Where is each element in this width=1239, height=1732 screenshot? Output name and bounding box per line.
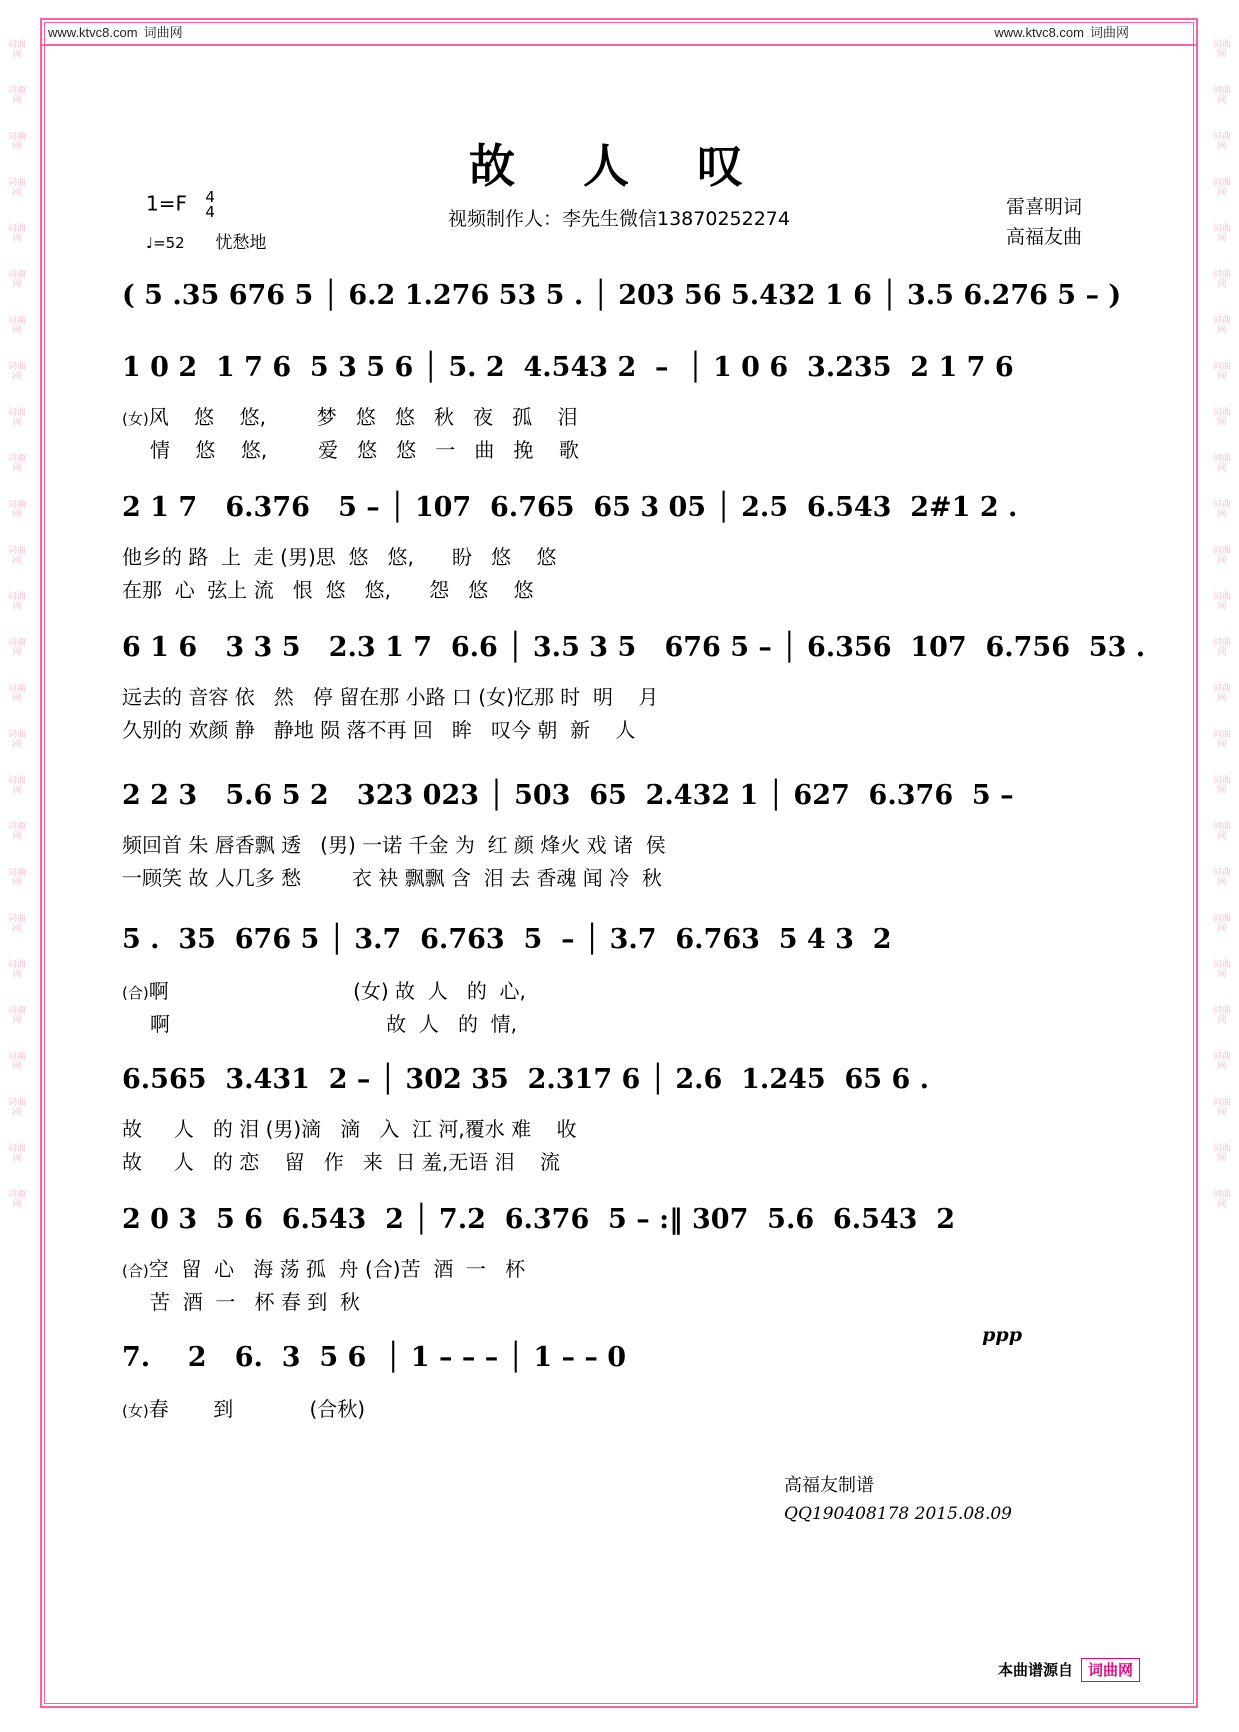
watermark-text: 词曲网 bbox=[7, 500, 26, 520]
video-producer-note: 视频制作人：李先生微信13870252274 bbox=[448, 208, 790, 230]
notation-line: 7. 2 6. 3 5 6 │ 1 – – – │ 1 – – 0 bbox=[122, 1342, 627, 1373]
watermark-text: 词曲网 bbox=[1212, 1052, 1231, 1072]
music-system-6 bbox=[122, 1064, 1022, 1175]
watermark-text: 词曲网 bbox=[1212, 316, 1231, 336]
watermark-text: 词曲网 bbox=[1212, 86, 1231, 106]
watermark-text: 词曲网 bbox=[7, 592, 26, 612]
watermark-strip-right bbox=[1205, 0, 1239, 1732]
tempo-marking bbox=[146, 228, 267, 253]
watermark-strip-left bbox=[0, 0, 34, 1732]
key-text: 1=F bbox=[146, 191, 187, 216]
notation-line: 6 1 6 3 3 5 2.3 1 7 6.6 │ 3.5 3 5 676 5 – │ 6.356 107 6.756 53 . bbox=[122, 632, 1146, 663]
watermark-text: 词曲网 bbox=[7, 224, 26, 244]
watermark-text: 词曲网 bbox=[1212, 500, 1231, 520]
watermark-text: 词曲网 bbox=[7, 914, 26, 934]
watermark-text: 词曲网 bbox=[7, 684, 26, 704]
source-note bbox=[998, 1659, 1140, 1680]
watermark-text: 词曲网 bbox=[1212, 362, 1231, 382]
credits-block bbox=[1006, 192, 1082, 252]
notation-line: ( 5 .35 676 5 │ 6.2 1.276 53 5 . │ 203 56 5.432 1 6 │ 3.5 6.276 5 – ) bbox=[122, 280, 1122, 311]
music-system-1 bbox=[122, 352, 1022, 463]
watermark-text: 词曲网 bbox=[1212, 868, 1231, 888]
lyric-line-1 bbox=[122, 401, 1022, 430]
watermark-text: 词曲网 bbox=[1212, 822, 1231, 842]
watermark-text: 词曲网 bbox=[7, 316, 26, 336]
site-url-right: www.ktvc8.com bbox=[994, 25, 1084, 40]
watermark-text: 词曲网 bbox=[1212, 638, 1231, 658]
arranger-credit: 高福友制谱 bbox=[784, 1475, 875, 1496]
notation-line: 6.565 3.431 2 – │ 302 35 2.317 6 │ 2.6 1.245 65 6 . bbox=[122, 1064, 930, 1095]
watermark-text: 词曲网 bbox=[7, 822, 26, 842]
watermark-text: 词曲网 bbox=[1212, 224, 1231, 244]
lyric-line-1: 故 人 的 泪 (男)滴 滴 入 江 河,覆水 难 收 bbox=[122, 1117, 577, 1141]
site-url-left: www.ktvc8.com bbox=[48, 25, 138, 40]
watermark-text: 词曲网 bbox=[1212, 914, 1231, 934]
watermark-text: 词曲网 bbox=[7, 1006, 26, 1026]
watermark-text: 词曲网 bbox=[1212, 960, 1231, 980]
lyric-line-1: 他乡的 路 上 走 (男)思 悠 悠, 盼 悠 悠 bbox=[122, 545, 557, 569]
lyric-line-1: 频回首 朱 唇香飘 透 (男) 一诺 千金 为 红 颜 烽火 戏 诸 侯 bbox=[122, 833, 666, 857]
lyric-line-1: 远去的 音容 依 然 停 留在那 小路 口 (女)忆那 时 明 月 bbox=[122, 685, 659, 709]
notation-line: 5 . 35 676 5 │ 3.7 6.763 5 – │ 3.7 6.763 5 4 3 2 bbox=[122, 924, 892, 955]
watermark-text: 词曲网 bbox=[7, 1098, 26, 1118]
qq-date: QQ190408178 2015.08.09 bbox=[784, 1504, 1012, 1524]
site-watermark-left bbox=[48, 22, 183, 41]
watermark-text: 词曲网 bbox=[7, 1190, 26, 1210]
lyric-line-1 bbox=[122, 1253, 1022, 1282]
music-system-8 bbox=[122, 1342, 1022, 1422]
lyric-text: 风 悠 悠, 梦 悠 悠 秋 夜 孤 泪 bbox=[148, 405, 578, 429]
composer: 高福友曲 bbox=[1005, 226, 1082, 248]
watermark-text: 词曲网 bbox=[1212, 1006, 1231, 1026]
tempo-value: ♩=52 bbox=[146, 234, 185, 252]
dynamic-marking: ppp bbox=[982, 1324, 1022, 1346]
lyric-line-2: 苦 酒 一 杯 春 到 秋 bbox=[150, 1290, 360, 1314]
watermark-text: 词曲网 bbox=[7, 132, 26, 152]
watermark-text: 词曲网 bbox=[1212, 178, 1231, 198]
lyric-line-2: 啊 故 人 的 情, bbox=[150, 1012, 518, 1036]
music-system-5 bbox=[122, 924, 1022, 1037]
watermark-text: 词曲网 bbox=[1212, 684, 1231, 704]
lyricist: 雷喜明词 bbox=[1005, 196, 1082, 218]
music-system-2 bbox=[122, 492, 1022, 603]
music-system-7 bbox=[122, 1204, 1022, 1315]
song-title: 故 人 叹 bbox=[468, 139, 770, 193]
notation-line: 2 1 7 6.376 5 – │ 107 6.765 65 3 05 │ 2.5 6.543 2#1 2 . bbox=[122, 492, 1018, 523]
watermark-text: 词曲网 bbox=[7, 454, 26, 474]
arranger-credit-block bbox=[784, 1472, 1012, 1528]
watermark-text: 词曲网 bbox=[1212, 408, 1231, 428]
watermark-text: 词曲网 bbox=[7, 362, 26, 382]
watermark-text: 词曲网 bbox=[1212, 132, 1231, 152]
source-label: 本曲谱源自 bbox=[997, 1661, 1073, 1679]
watermark-text: 词曲网 bbox=[1212, 270, 1231, 290]
meter-bottom: 4 bbox=[205, 203, 215, 221]
watermark-text: 词曲网 bbox=[1212, 1190, 1231, 1210]
watermark-text: 词曲网 bbox=[1212, 546, 1231, 566]
score-sheet bbox=[46, 52, 1192, 1698]
watermark-text: 词曲网 bbox=[7, 638, 26, 658]
watermark-text: 词曲网 bbox=[7, 1144, 26, 1164]
watermark-text: 词曲网 bbox=[7, 868, 26, 888]
music-system-3 bbox=[122, 632, 1146, 743]
mood-marking: 忧愁地 bbox=[215, 233, 267, 253]
voice-tag: (女) bbox=[122, 1402, 149, 1420]
watermark-text: 词曲网 bbox=[1212, 40, 1231, 60]
source-brand[interactable]: 词曲网 bbox=[1081, 1658, 1140, 1682]
lyric-line-1 bbox=[122, 975, 1022, 1004]
notation-line: 2 0 3 5 6 6.543 2 │ 7.2 6.376 5 – :‖ 307 5.6 6.543 2 bbox=[122, 1204, 956, 1235]
watermark-text: 词曲网 bbox=[7, 1052, 26, 1072]
lyric-text: 空 留 心 海 荡 孤 舟 (合)苦 酒 一 杯 bbox=[148, 1257, 526, 1281]
lyric-line-2: 一顾笑 故 人几多 愁 衣 袂 飘飘 含 泪 去 香魂 闻 冷 秋 bbox=[122, 866, 662, 890]
lyric-line-2: 在那 心 弦上 流 恨 悠 悠, 怨 悠 悠 bbox=[122, 578, 534, 602]
notation-line: 1 0 2 1 7 6 5 3 5 6 │ 5. 2 4.543 2 – │ 1 0 6 3.235 2 1 7 6 bbox=[122, 352, 1014, 383]
key-signature bbox=[146, 190, 215, 220]
watermark-text: 词曲网 bbox=[7, 776, 26, 796]
site-name-left: 词曲网 bbox=[143, 25, 183, 40]
watermark-text: 词曲网 bbox=[1212, 1098, 1231, 1118]
watermark-text: 词曲网 bbox=[1212, 454, 1231, 474]
voice-tag: (合) bbox=[122, 984, 149, 1002]
lyric-text: 春 到 (合秋) bbox=[148, 1397, 366, 1421]
watermark-text: 词曲网 bbox=[7, 546, 26, 566]
notation-line: 2 2 3 5.6 5 2 323 023 │ 503 65 2.432 1 │ 627 6.376 5 – bbox=[122, 780, 1014, 811]
time-signature bbox=[205, 190, 215, 220]
watermark-text: 词曲网 bbox=[7, 86, 26, 106]
lyric-line-2: 故 人 的 恋 留 作 来 日 羞,无语 泪 流 bbox=[122, 1150, 561, 1174]
watermark-text: 词曲网 bbox=[7, 40, 26, 60]
watermark-text: 词曲网 bbox=[1212, 1144, 1231, 1164]
voice-tag: (女) bbox=[122, 410, 149, 428]
music-system-4 bbox=[122, 780, 1022, 891]
voice-tag: (合) bbox=[122, 1262, 149, 1280]
watermark-text: 词曲网 bbox=[7, 730, 26, 750]
watermark-text: 词曲网 bbox=[1212, 776, 1231, 796]
site-name-right: 词曲网 bbox=[1089, 25, 1129, 40]
watermark-text: 词曲网 bbox=[7, 178, 26, 198]
watermark-text: 词曲网 bbox=[7, 270, 26, 290]
lyric-line-1 bbox=[122, 1393, 1022, 1422]
lyric-line-2: 久别的 欢颜 静 静地 陨 落不再 回 眸 叹今 朝 新 人 bbox=[122, 718, 636, 742]
lyric-line-2: 情 悠 悠, 爱 悠 悠 一 曲 挽 歌 bbox=[150, 438, 579, 462]
watermark-text: 词曲网 bbox=[1212, 730, 1231, 750]
watermark-text: 词曲网 bbox=[7, 408, 26, 428]
site-watermark-right bbox=[994, 22, 1129, 41]
music-system-intro bbox=[122, 280, 1122, 311]
watermark-text: 词曲网 bbox=[1212, 592, 1231, 612]
lyric-text: 啊 (女) 故 人 的 心, bbox=[148, 979, 526, 1003]
watermark-text: 词曲网 bbox=[7, 960, 26, 980]
meter-top: 4 bbox=[205, 188, 215, 206]
